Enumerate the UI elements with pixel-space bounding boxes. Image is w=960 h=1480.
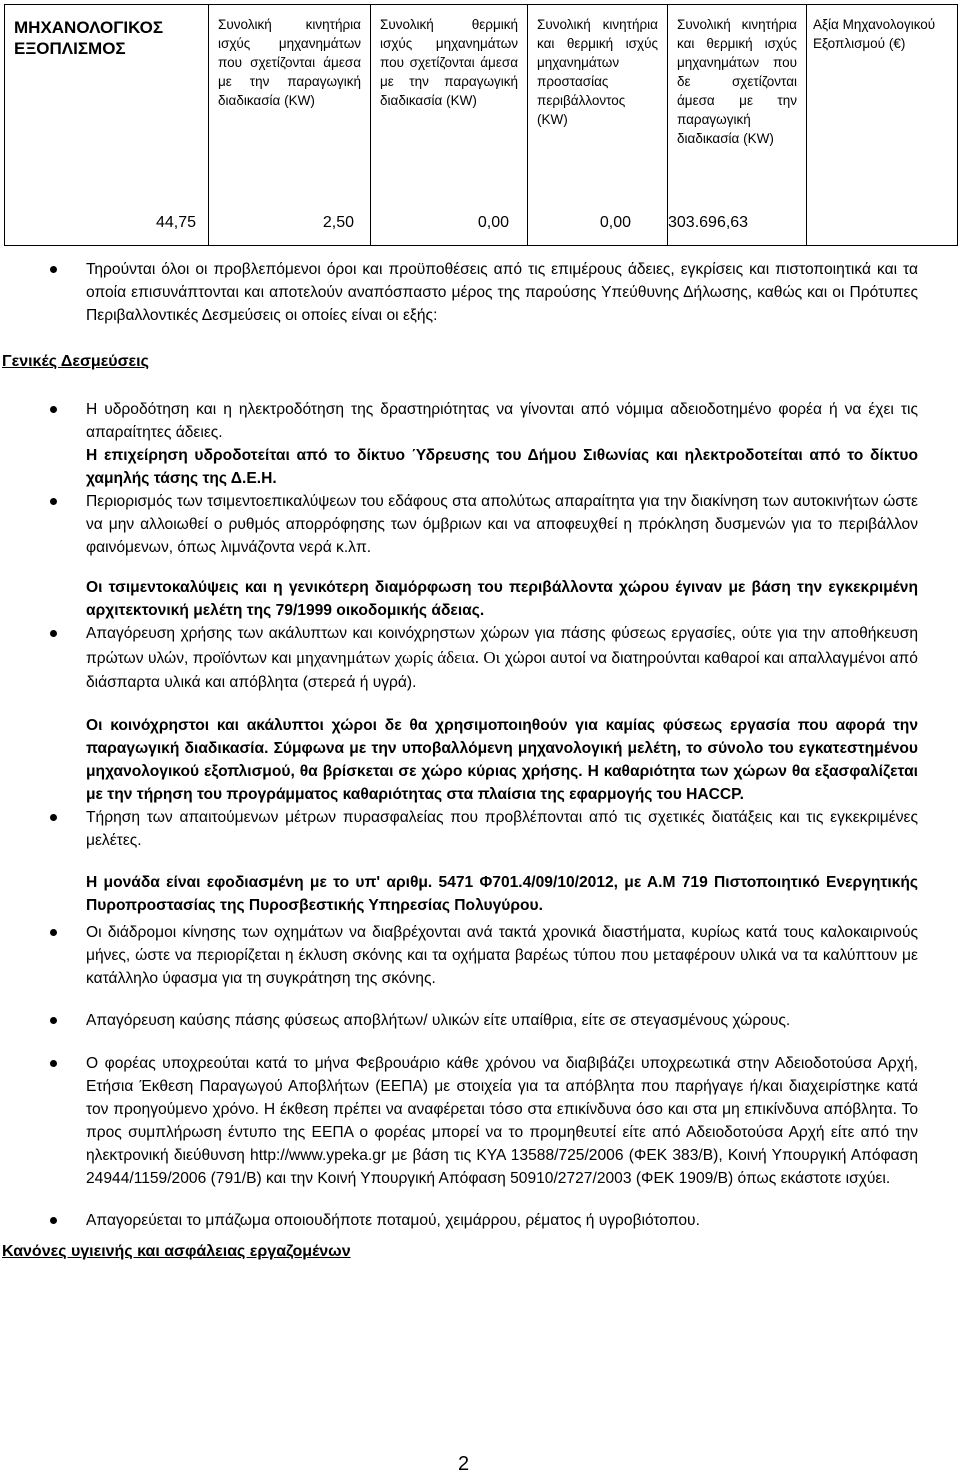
item-text: Τήρηση των απαιτούμενων μέτρων πυρασφαλείας που προβλέπονται από τις σχετικές διατάξεις και τις εγκεκριμένες μελέτες. — [86, 809, 918, 849]
table-cell — [807, 201, 958, 246]
table-cell: 44,75 — [5, 201, 209, 246]
table-header: ΜΗΧΑΝΟΛΟΓΙΚΟΣ ΕΞΟΠΛΙΣΜΟΣ — [5, 5, 209, 202]
list-item-eepa — [0, 1052, 960, 1190]
intro-paragraph: Τηρούνται όλοι οι προβλεπόμενοι όροι και προϋποθέσεις από τις επιμέρους άδειες, εγκρίσεις και πιστοποιητικά και τα οποία επισυνάπτονται και αποτελούν αναπόσπαστο μέρος της παρούσης Υπεύθυνης Δήλωσης, καθώς και οι Πρότυπες Περιβαλλοντικές Δεσμεύσεις οι οποίες είναι οι εξής: — [0, 258, 960, 327]
item-text: χώροι αυτοί να διατηρούνται καθαροί και απαλλαγμένοι από διάσπαρτα υλικά και απόβλητα (στερεά ή υγρά). — [86, 650, 918, 691]
list-item-fire-safety — [0, 806, 960, 852]
table-cell: 0,00 — [371, 201, 528, 246]
list-item-rivers — [0, 1209, 960, 1232]
section-heading-general: Γενικές Δεσμεύσεις — [2, 353, 149, 370]
item-text: Απαγόρευση καύσης πάσης φύσεως αποβλήτων/ υλικών είτε υπαίθρια, είτε σε στεγασμένους χώρους. — [86, 1012, 791, 1029]
equipment-table — [4, 4, 958, 246]
item-text: Απαγόρευση χρήσης των ακάλυπτων και κοινόχρηστων χώρων για πάσης φύσεως εργασίες, ούτε για την αποθήκευση πρώτων υλών, προϊόντων και — [86, 625, 918, 667]
item-text: Οι διάδρομοι κίνησης των οχημάτων να διαβρέχονται ανά τακτά χρονικά διαστήματα, κυρίως κατά τους καλοκαιρινούς μήνες, ώστε να περιορίζεται η έκλυση σκόνης και τα οχήματα βαρέως τύπου που μεταφέρουν υλικά να τα καλύπτουν με κατάλληλο ύφασμα για τη συγκράτηση της σκόνης. — [86, 924, 918, 987]
table-cell: 303.696,63 — [668, 201, 807, 246]
fire-bold-paragraph: Η μονάδα είναι εφοδιασμένη με το υπ' αριθμ. 5471 Φ701.4/09/10/2012, με Α.Μ 719 Πιστοποιητικό Ενεργητικής Πυροπροστασίας της Πυροσβεστικής Υπηρεσίας Πολυγύρου. — [86, 874, 918, 914]
table-header: Αξία Μηχανολογικού Εξοπλισμού (€) — [807, 5, 958, 202]
open-spaces-bold-paragraph: Οι κοινόχρηστοι και ακάλυπτοι χώροι δε θα χρησιμοποιηθούν για καμίας φύσεως εργασία που αφορά την παραγωγική διαδικασία. Σύμφωνα με την υποβαλλόμενη μηχανολογική μελέτη, το σύνολο του εγκατεστημένου μηχανολογικού εξοπλισμού, θα βρίσκεται σε χώρο κύριας χρήσης. Η καθαριότητα των χώρων θα εξασφαλίζεται με την τήρηση του προγράμματος καθαριότητας στα πλαίσια της εφαρμογής του HACCP. — [86, 717, 918, 803]
table-header: Συνολική κινητήρια και θερμική ισχύς μηχανημάτων που δε σχετίζονται άμεσα με την παραγωγική διαδικασία (KW) — [668, 5, 807, 202]
table-header: Συνολική θερμική ισχύς μηχανημάτων που σχετίζονται άμεσα με την παραγωγική διαδικασία (KW) — [371, 5, 528, 202]
list-item-water-supply — [0, 398, 960, 490]
list-item-cement — [0, 490, 960, 559]
list-item-burning — [0, 1009, 960, 1032]
table-header: Συνολική κινητήρια ισχύς μηχανημάτων που σχετίζονται άμεσα με την παραγωγική διαδικασία (KW) — [209, 5, 371, 202]
section-heading-health: Κανόνες υγιεινής και ασφάλειας εργαζομένων — [2, 1243, 351, 1260]
item-text: Ο φορέας υποχρεούται κατά το μήνα Φεβρουάριο κάθε χρόνου να διαβιβάζει υποχρεωτικά στην Αδειοδοτούσα Αρχή, Ετήσια Έκθεση Παραγωγού Αποβλήτων (ΕΕΠΑ) με στοιχεία για τα απόβλητα που παρήγαγε ή/και διαχειρίστηκε κατά τον προηγούμενο χρόνο. Η έκθεση πρέπει να αναφέρεται τόσο στα επικίνδυνα όσο και στα μη επικίνδυνα απόβλητα. Το προς συμπλήρωση έντυπο της ΕΕΠΑ ο φορέας μπορεί να το προμηθευτεί είτε από Αδειοδοτούσα Αρχή είτε από την ηλεκτρονική διεύθυνση http://www.ypeka.gr με βάση τις ΚΥΑ 13588/725/2006 (ΦΕΚ 383/Β), Κοινή Υπουργική Απόφαση 24944/1159/2006 (791/Β) και την Κοινή Υπουργική Απόφαση 50910/2727/2003 (ΦΕΚ 1909/Β) όπως εκάστοτε ισχύει. — [86, 1055, 918, 1187]
item-text: Η υδροδότηση και η ηλεκτροδότηση της δραστηριότητας να γίνονται από νόμιμα αδειοδοτημένο φορέα ή να έχει τις απαραίτητες άδειες. — [86, 401, 918, 441]
item-text: Περιορισμός των τσιμεντοεπικαλύψεων του εδάφους στα απολύτως απαραίτητα για την διακίνηση των αυτοκινήτων ώστε να μην αλλοιωθεί ο ρυθμός απορρόφησης των όμβριων και να αποφευχθεί η πρόκληση δυσμενών για το περιβάλλον φαινόμενων, όπως λιμνάζοντα νερά κ.λπ. — [86, 493, 918, 556]
page-number: 2 — [458, 1453, 470, 1475]
item-bold-text: Η επιχείρηση υδροδοτείται από το δίκτυο Ύδρευσης του Δήμου Σιθωνίας και ηλεκτροδοτείται από το δίκτυο χαμηλής τάσης της Δ.Ε.Η. — [86, 447, 918, 487]
item-text: Απαγορεύεται το μπάζωμα οποιουδήποτε ποταμού, χειμάρρου, ρέματος ή υγροβιότοπου. — [86, 1212, 700, 1229]
table-cell: 2,50 — [209, 201, 371, 246]
table-header: Συνολική κινητήρια και θερμική ισχύς μηχανημάτων προστασίας περιβάλλοντος (KW) — [528, 5, 668, 202]
document-body — [0, 258, 960, 1263]
table-cell: 0,00 — [528, 201, 668, 246]
list-item-roads — [0, 921, 960, 990]
item-text-serif: μηχανημάτων χωρίς άδεια. Οι — [295, 648, 501, 667]
list-item-open-spaces — [0, 622, 960, 695]
cement-bold-paragraph: Οι τσιμεντοκαλύψεις και η γενικότερη διαμόρφωση του περιβάλλοντα χώρου έγιναν με βάση την εγκεκριμένη αρχιτεκτονική μελέτη της 79/1999 οικοδομικής άδειας. — [86, 579, 918, 619]
